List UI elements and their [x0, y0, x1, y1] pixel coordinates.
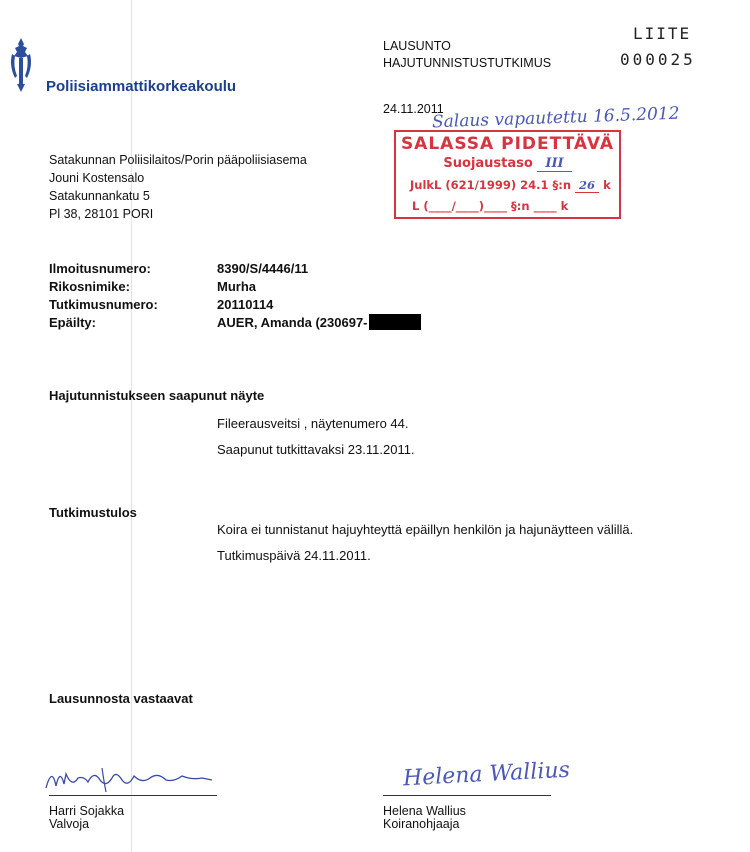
result-line2: Tutkimuspäivä 24.11.2011. [217, 548, 371, 563]
case-value: 20110114 [217, 297, 274, 312]
stamp-law-suffix: k [603, 178, 611, 192]
sample-heading: Hajutunnistukseen saapunut näyte [49, 388, 265, 403]
signer2-role: Koiranohjaaja [383, 817, 460, 831]
signature-line-2 [383, 795, 551, 796]
attachment-number: 000025 [620, 50, 696, 69]
document-date: 24.11.2011 [383, 102, 444, 116]
case-label: Tutkimusnumero: [49, 297, 158, 312]
stamp-law-prefix: JulkL (621/1999) 24.1 §:n [410, 178, 572, 192]
signature-harri-sojakka [42, 758, 220, 803]
stamp-title: SALASSA PIDETTÄVÄ [400, 134, 615, 154]
attachment-label: LIITE [633, 24, 692, 43]
organization-name: Poliisiammattikorkeakoulu [46, 78, 237, 95]
signature-line-1 [49, 795, 217, 796]
stamp-protection-level [396, 156, 619, 171]
confidentiality-stamp [394, 130, 621, 219]
stamp-other-law: L (____/____)____ §:n ____ k [412, 199, 569, 213]
sample-line2: Saapunut tutkittavaksi 23.11.2011. [217, 442, 415, 457]
case-label: Rikosnimike: [49, 279, 130, 294]
stamp-law-value: 26 [575, 178, 599, 193]
signer1-role: Valvoja [49, 817, 90, 831]
recipient-line4: Pl 38, 28101 PORI [49, 207, 154, 221]
result-line1: Koira ei tunnistanut hajuyhteyttä epäillyn henkilön ja hajunäytteen välillä. [217, 522, 634, 537]
signer2-name: Helena Wallius [383, 804, 466, 818]
recipient-line2: Jouni Kostensalo [49, 171, 145, 185]
sample-line1: Fileerausveitsi , näytenumero 44. [217, 416, 409, 431]
stamp-level-value: III [537, 156, 571, 172]
case-value: 8390/S/4446/11 [217, 261, 309, 276]
stamp-level-prefix: Suojaustaso [443, 156, 533, 171]
case-label: Epäilty: [49, 315, 96, 330]
redaction-bar [369, 314, 421, 330]
doc-subtitle: HAJUTUNNISTUSTUTKIMUS [383, 56, 552, 70]
signature-helena-wallius: Helena Wallius [402, 757, 571, 792]
recipient-line3: Satakunnankatu 5 [49, 189, 150, 203]
case-value: Murha [217, 279, 256, 294]
signer1-name: Harri Sojakka [49, 804, 125, 818]
handwritten-declassification-note: Salaus vapautettu 16.5.2012 [431, 103, 680, 133]
case-value: AUER, Amanda (230697- [217, 315, 368, 330]
responsible-heading: Lausunnosta vastaavat [49, 691, 193, 706]
police-emblem-icon [8, 36, 34, 99]
page-fold-line [131, 0, 132, 852]
case-label: Ilmoitusnumero: [49, 261, 151, 276]
stamp-law-reference [410, 178, 611, 192]
recipient-line1: Satakunnan Poliisilaitos/Porin pääpoliisiasema [49, 153, 307, 167]
result-heading: Tutkimustulos [49, 505, 137, 520]
doc-type: LAUSUNTO [383, 39, 451, 53]
